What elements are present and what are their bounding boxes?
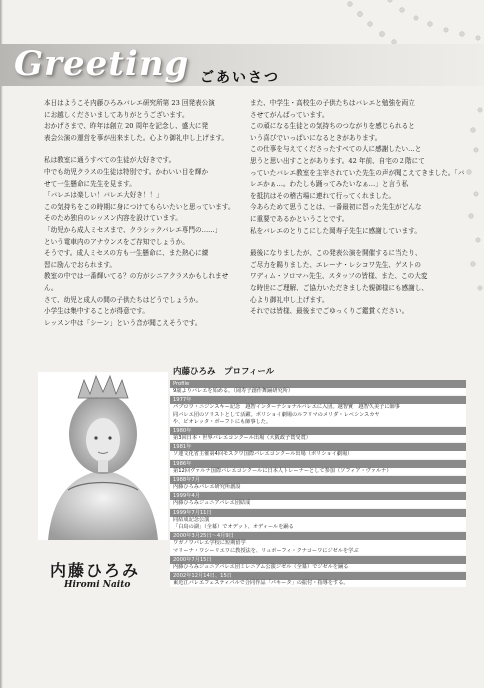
body-line: 今あらためて思うことは、一番最初に習った先生がどんな	[250, 203, 422, 212]
greeting-body-right	[250, 98, 468, 318]
profile-row: 内藤ひろみジュニアバレエ団ミレニアム公演ジゼル（全幕）でジゼルを踊る	[170, 564, 466, 571]
body-line: にお越しくださいましてありがとうございます。	[44, 110, 189, 119]
profile-row: や、ピオレッタ・ボーフトにも師事した。	[170, 419, 466, 426]
body-line: 本日はようこそ内藤ひろみバレエ研究所第 23 回発表公演	[44, 99, 215, 107]
dancer-name-en: Hiromi Naito	[64, 580, 131, 590]
profile-row: 9歳よりバレエを始める。（岡寿子創作舞踊研究所）	[170, 388, 466, 395]
body-line: ご尽力を賜りました、エレーナ・レシコワ先生、ゲストの	[250, 260, 422, 269]
page-binding-shadow	[0, 0, 3, 688]
body-line: おかげさまで、昨年は創立 20 周年を記念し、盛大に発	[44, 122, 209, 131]
profile-row: 内藤ひろみバレエ研究所創設	[170, 484, 466, 491]
profile-row-header: 2002年12月14日、15日	[170, 572, 466, 580]
body-line: 私は教室に通うすべての生徒が大好きです。	[44, 156, 176, 165]
body-line: この頑になる生徒との気持ちのつながりを感じられると	[250, 122, 415, 131]
body-line: 「バレエは楽しい！バレエ大好き！！」	[44, 191, 163, 200]
profile-row-header: 1999年4月	[170, 492, 466, 500]
body-line: な時世にご理解、ご協力いただきました親御様にも感謝し、	[250, 283, 429, 292]
profile-row: ワガノワバレエ学校に短期留学	[170, 540, 466, 547]
profile-title: 内藤ひろみ プロフィール	[173, 367, 275, 377]
profile-row-header: 2000年3月25日〜4月9日	[170, 532, 466, 540]
body-line: という電車内のアナウンスをご存知でしょうか。	[44, 237, 189, 246]
body-line: この仕事を与えてくださったすべての人に感謝したい…と	[250, 145, 422, 154]
profile-row-header: 1981年	[170, 443, 466, 451]
body-line: それでは皆様、最後までごゆっくりご鑑賞ください。	[250, 307, 409, 316]
profile-row: 第12回ヴァルナ国際バレエコンクールに日本人トレーナーとして参加（ソフィア・ヴァルナ）	[170, 468, 466, 475]
profile-row: 同結成記念公演	[170, 517, 466, 524]
greeting-heading-jp: ごあいさつ	[200, 70, 280, 86]
body-line: 「幼児から成人ミセスまで、クラシックバレエ専門の……」	[44, 225, 222, 234]
body-line: っていたバレエ教室を主宰されていた先生の声が聞こえてきました。「バレエかぁ…。わたしも踊ってみたいなぁ…」と言う私	[250, 168, 465, 189]
greeting-body-left	[44, 98, 238, 329]
profile-row: 東近江バレエフェスティバルで合同作品「パキータ」の振付・指導をする。	[170, 580, 466, 587]
profile-row-header: 2000年7月15日	[170, 556, 466, 564]
profile-row-header: 1977年	[170, 396, 466, 404]
body-line: 表会公演の運営を事が出来ました。心より御礼申し上げます。	[44, 133, 229, 142]
body-line: 思うと思い出すことがあります。42 年前、自宅の２階にて	[250, 156, 425, 165]
profile-row: 「白鳥の湖」（全幕）でオデット、オディールを踊る	[170, 524, 466, 531]
profile-row: ソ連文化省主催第4回モスクワ国際バレエコンクール出場（ボリショイ劇場）	[170, 451, 466, 458]
body-line: この気持ちをこの時期に身につけてもらいたいと思っています。	[44, 202, 235, 211]
body-line: 最後になりましたが、この発表公演を開催するに当たり、	[250, 249, 422, 258]
body-line: を抵抗はその稽古場に連れて行ってくれました。	[250, 191, 396, 200]
profile-row-header: 1988年7月	[170, 476, 466, 484]
body-line: せて一生懸命に先生を見ます。	[44, 179, 136, 188]
profile-row: 第3回日本・世界バレエコンクール出場（大阪政子賞受賞）	[170, 435, 466, 442]
body-line: 小学生は集中することが得意です。	[44, 307, 149, 316]
body-line: いう喜びでいっぱいになるときがあります。	[250, 133, 382, 142]
body-line: 中でも幼児クラスの生徒は特別です。かわいい目を輝か	[44, 167, 209, 176]
body-line: そうです。成人ミセスの方も一生懸命に、また熱心に練	[44, 249, 209, 258]
profile-row-header: 1999年7月11日	[170, 509, 466, 517]
body-line: 教室の中では一番輝いてる？の方がシニアクラスかもしれません。	[44, 272, 229, 292]
portrait-photo	[38, 372, 168, 540]
body-line: 私をバレエのとりこにした岡寿子先生に感謝しています。	[250, 226, 421, 235]
body-line: に重要であるかということです。	[250, 214, 349, 223]
body-line: レッスン中は「シーン」という音が聞こえそうです。	[44, 318, 202, 327]
dancer-name-jp: 内藤ひろみ	[50, 561, 141, 580]
body-line: また、中学生・高校生の子供たちはバレエと勉強を両立	[250, 99, 415, 107]
body-line: さて、幼児と成人の間の子供たちはどうでしょうか。	[44, 295, 203, 304]
body-line: 習に励んでおられます。	[44, 260, 117, 269]
profile-row: 内藤ひろみジュニアバレエ団結成	[170, 500, 466, 507]
body-line: ワディム・ソロマハ先生、スタッフの皆様、また、この大変	[250, 272, 428, 281]
paragraph-gap	[250, 237, 468, 248]
profile-row: パブロワ・ニジンスキー記念 越智インターナショナルバレエに入団。越智實 越智久美子に師事	[170, 404, 466, 411]
profile-row-header: Profile	[170, 380, 466, 388]
body-line: そのため独自のレッスン内容を設けています。	[44, 214, 182, 223]
profile-row: マリーナ・ワシーリエワに教授法を、リュボーフィ・クナコーワにジゼルを学ぶ	[170, 548, 466, 555]
profile-row: 同バレエ団のソリストとして活躍。ボリショイ劇場のルフリマのメリダ・レベシンスカヤ	[170, 412, 466, 419]
body-line: させてがんばっています。	[250, 110, 329, 119]
profile-row-header: 1986年	[170, 460, 466, 468]
profile-table	[170, 366, 466, 587]
profile-row-header: 1980年	[170, 427, 466, 435]
body-line: 心より御礼申し上げます。	[250, 295, 329, 304]
greeting-title: Greeting	[14, 44, 190, 84]
paragraph-gap	[44, 144, 238, 155]
